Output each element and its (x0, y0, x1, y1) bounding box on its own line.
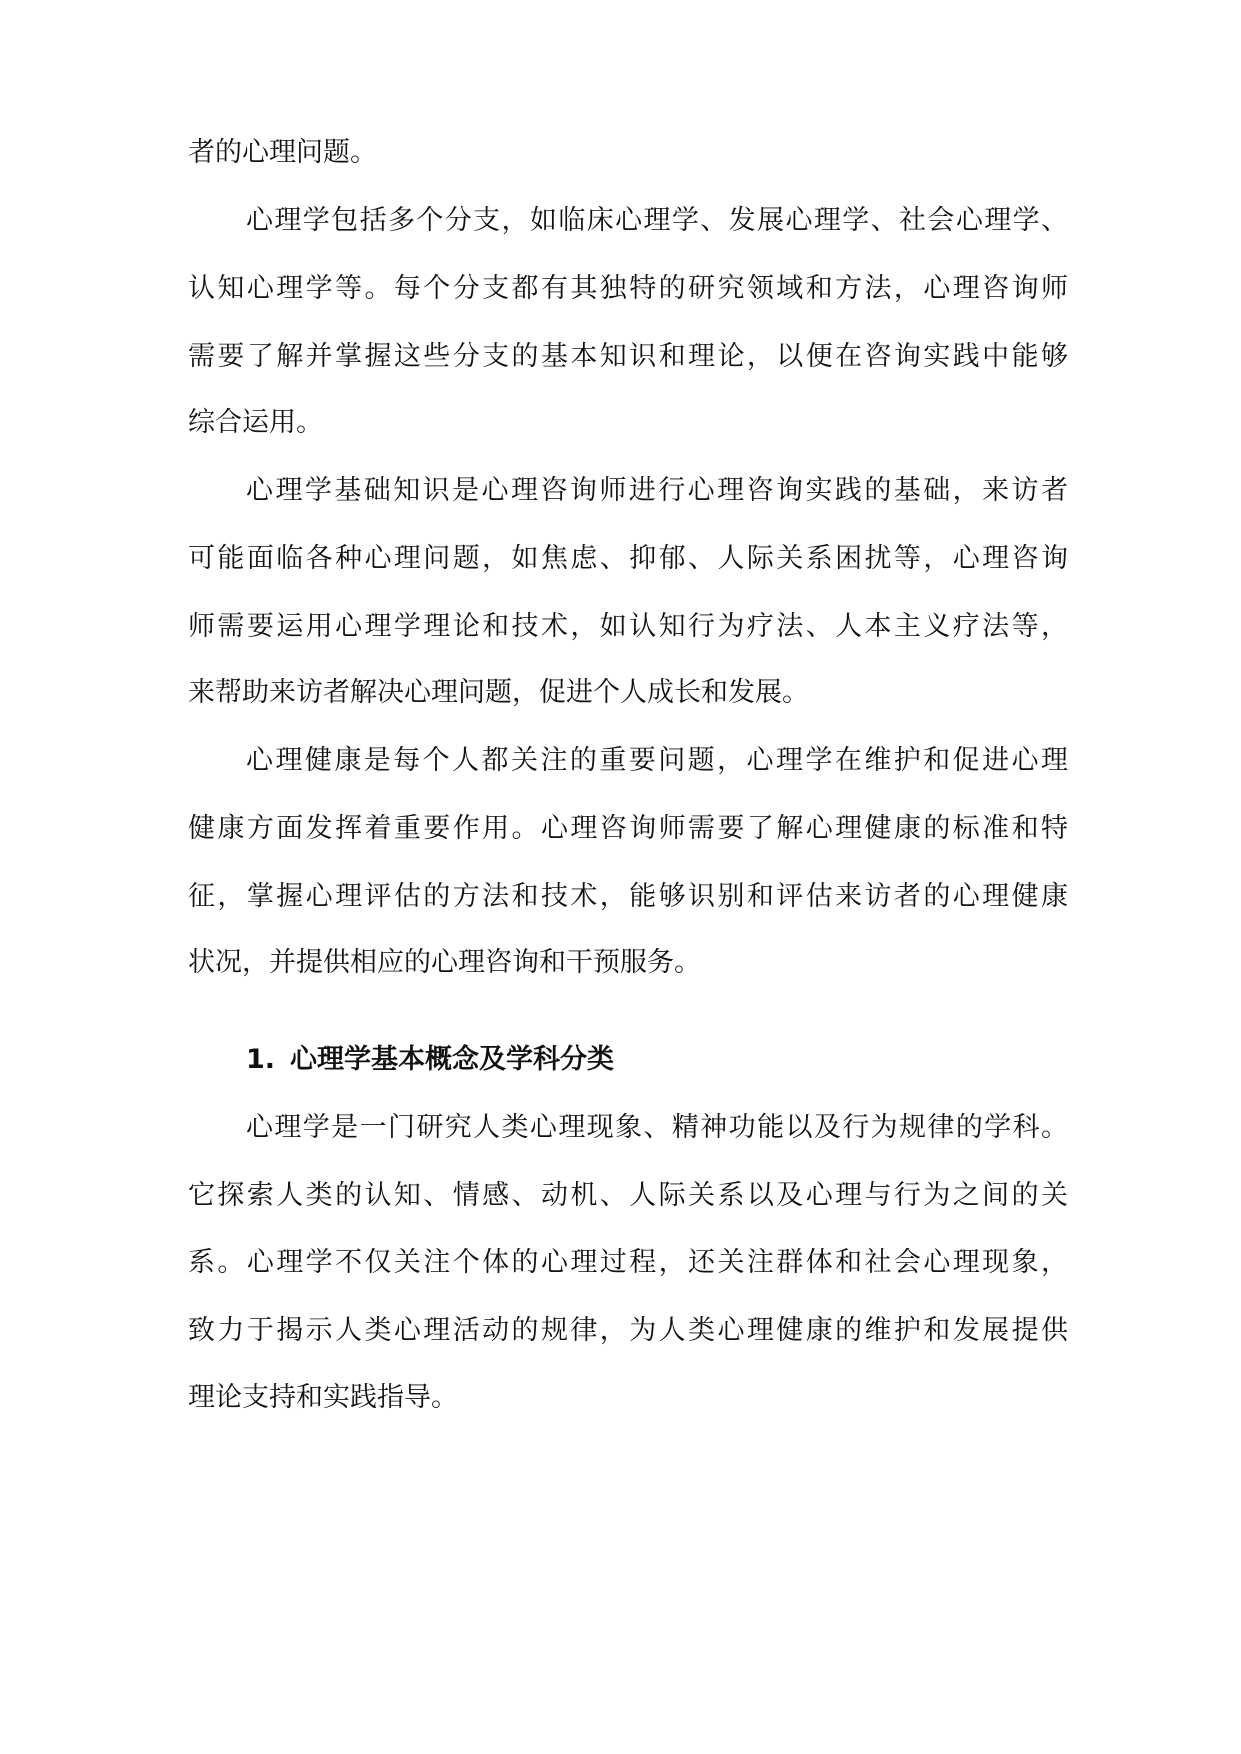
paragraph-line: 致力于揭示人类心理活动的规律，为人类心理健康的维护和发展提供 (188, 1315, 1068, 1346)
paragraph-line: 理论支持和实践指导。 (188, 1382, 458, 1413)
paragraph-line: 需要了解并掌握这些分支的基本知识和理论，以便在咨询实践中能够 (188, 341, 1068, 372)
section-heading (246, 1040, 614, 1080)
paragraph-line: 它探索人类的认知、情感、动机、人际关系以及心理与行为之间的关 (188, 1180, 1068, 1211)
paragraph-line: 心理学包括多个分支，如临床心理学、发展心理学、社会心理学、 (246, 205, 1068, 236)
paragraph-line: 健康方面发挥着重要作用。心理咨询师需要了解心理健康的标准和特 (188, 813, 1068, 844)
paragraph-line: 者的心理问题。 (188, 137, 377, 168)
section-number: 1. (246, 1044, 276, 1075)
paragraph-line: 征，掌握心理评估的方法和技术，能够识别和评估来访者的心理健康 (188, 881, 1068, 912)
paragraph-line: 师需要运用心理学理论和技术，如认知行为疗法、人本主义疗法等， (188, 611, 1068, 642)
paragraph-line: 心理健康是每个人都关注的重要问题，心理学在维护和促进心理 (246, 745, 1068, 776)
section-title: 心理学基本概念及学科分类 (290, 1044, 614, 1075)
paragraph-line: 状况，并提供相应的心理咨询和干预服务。 (188, 947, 701, 978)
paragraph-line: 综合运用。 (188, 407, 323, 438)
paragraph-line: 认知心理学等。每个分支都有其独特的研究领域和方法，心理咨询师 (188, 273, 1068, 304)
paragraph-line: 来帮助来访者解决心理问题，促进个人成长和发展。 (188, 677, 809, 708)
paragraph-line: 系。心理学不仅关注个体的心理过程，还关注群体和社会心理现象， (188, 1247, 1068, 1278)
paragraph-line: 心理学是一门研究人类心理现象、精神功能以及行为规律的学科。 (246, 1112, 1068, 1143)
paragraph-line: 心理学基础知识是心理咨询师进行心理咨询实践的基础，来访者 (246, 475, 1068, 506)
paragraph-line: 可能面临各种心理问题，如焦虑、抑郁、人际关系困扰等，心理咨询 (188, 543, 1068, 574)
